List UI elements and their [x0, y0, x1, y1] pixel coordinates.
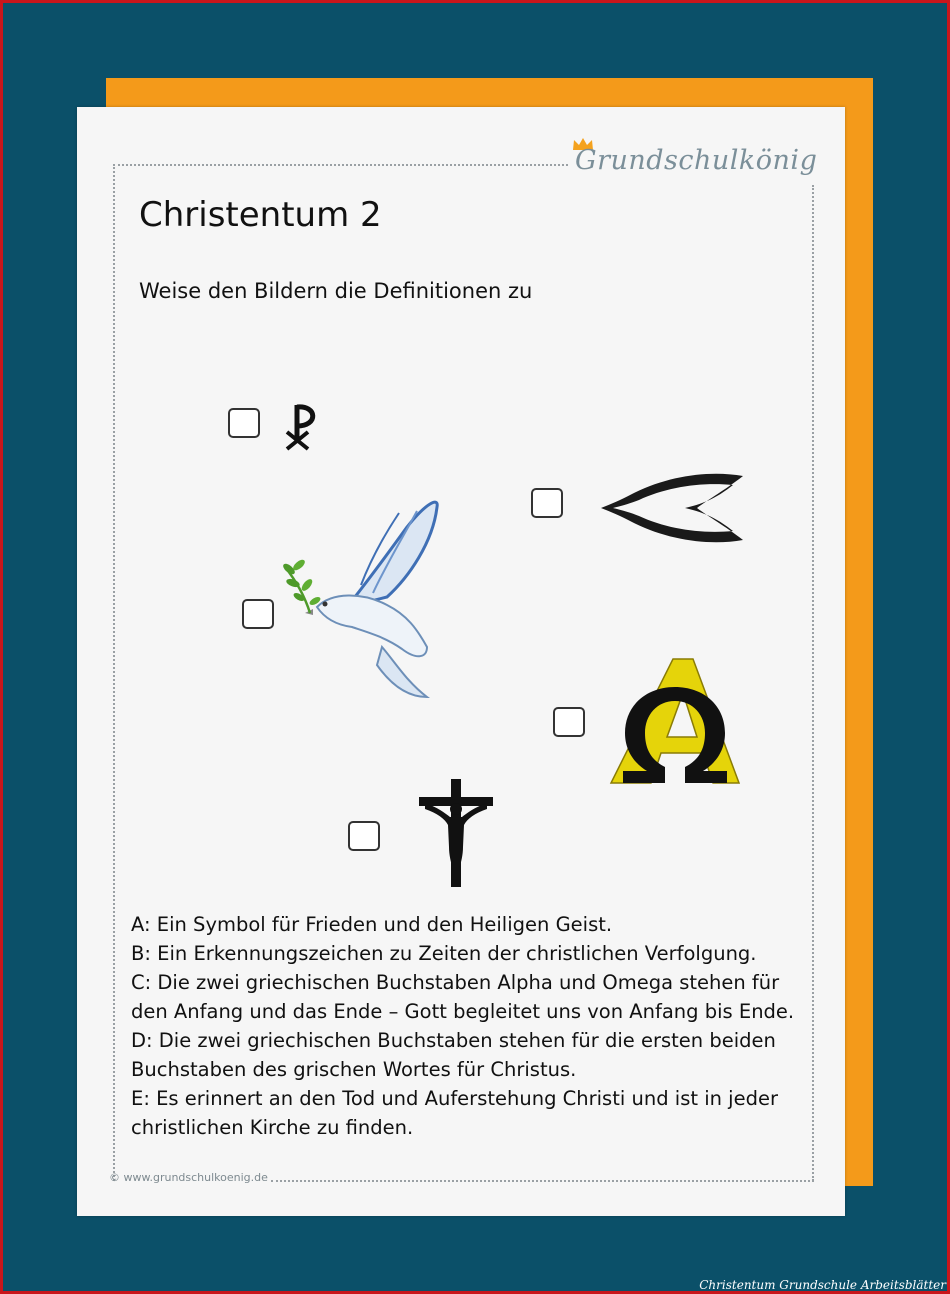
worksheet-page [77, 107, 845, 1216]
definition-b: B: Ein Erkennungszeichen zu Zeiten der christlichen Verfolgung. [131, 942, 757, 965]
alpha-omega-icon [609, 657, 741, 787]
definition-c-cont: den Anfang und das Ende – Gott begleitet uns von Anfang bis Ende. [131, 1000, 795, 1023]
definition-d-cont: Buchstaben des grischen Wortes für Christus. [131, 1058, 577, 1081]
definition-e-cont: christlichen Kirche zu finden. [131, 1116, 414, 1139]
dotted-border-bottom [271, 1180, 814, 1182]
dotted-border-top [113, 164, 568, 166]
definition-a: A: Ein Symbol für Frieden und den Heiligen Geist. [131, 913, 613, 936]
definition-e: E: Es erinnert an den Tod und Auferstehung Christi und ist in jeder [131, 1087, 778, 1110]
definition-c: C: Die zwei griechischen Buchstaben Alpha und Omega stehen für [131, 971, 780, 994]
checkbox-dove[interactable] [242, 599, 274, 629]
chi-rho-icon [283, 402, 323, 452]
dove-icon [277, 497, 442, 702]
page-title: Christentum 2 [139, 195, 382, 235]
checkbox-fish[interactable] [531, 488, 563, 518]
dotted-border-left [113, 164, 115, 1181]
brand-logo: Grundschulkönig [575, 145, 818, 176]
image-caption: Christentum Grundschule Arbeitsblätter [699, 1278, 946, 1292]
ichthys-fish-icon [597, 472, 749, 544]
copyright-text: © www.grundschulkoenig.de [109, 1171, 268, 1184]
definition-d: D: Die zwei griechischen Buchstaben stehen für die ersten beiden [131, 1029, 776, 1052]
definitions-list [131, 910, 811, 1142]
instruction-text: Weise den Bildern die Definitionen zu [139, 279, 533, 303]
checkbox-crucifix[interactable] [348, 821, 380, 851]
checkbox-chi-rho[interactable] [228, 408, 260, 438]
crucifix-icon [417, 777, 495, 889]
checkbox-alpha-omega[interactable] [553, 707, 585, 737]
dotted-border-right [812, 185, 814, 1181]
